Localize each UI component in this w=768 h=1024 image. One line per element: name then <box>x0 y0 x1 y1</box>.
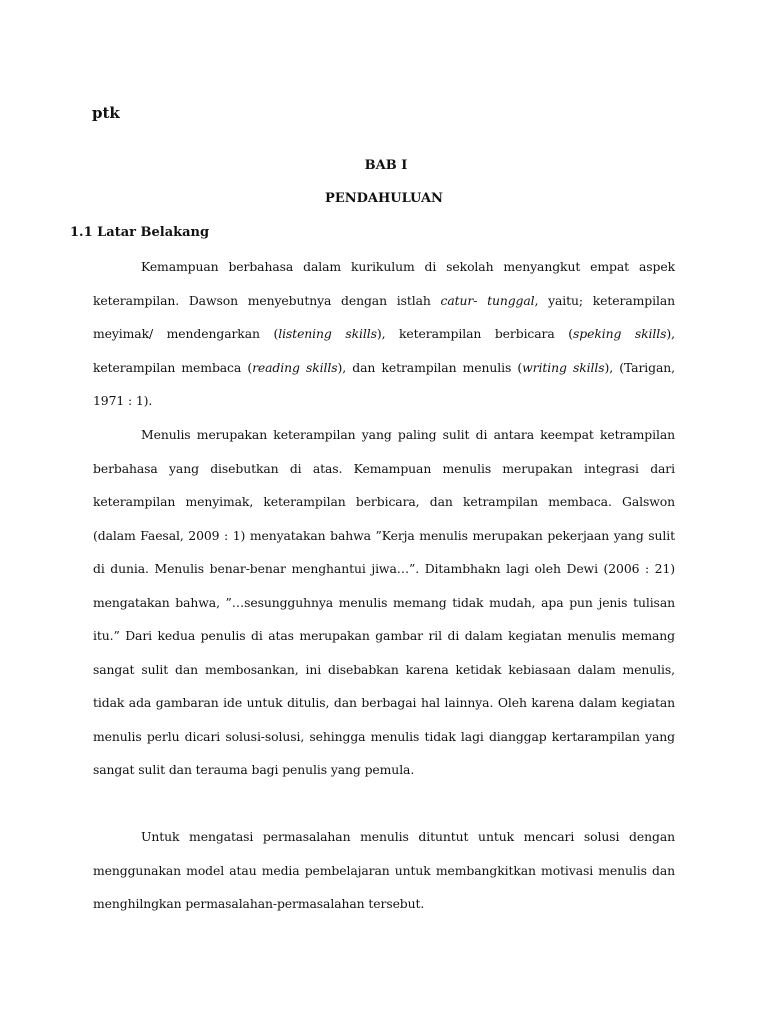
section-heading: 1.1 Latar Belakang <box>70 225 210 240</box>
italic-term: catur- tunggal <box>440 292 535 308</box>
document-label: ptk <box>92 104 120 122</box>
paragraph-1 <box>93 250 675 418</box>
paragraph-text: Kemampuan berbahasa dalam kurikulum di sekolah menyangkut empat aspek keterampilan. Dawson menyebutnya dengan istlah <box>93 259 675 308</box>
italic-term: speking skills <box>573 326 667 341</box>
paragraph-text: ), keterampilan membaca ( <box>93 326 675 375</box>
paragraph-text: ), keterampilan berbicara ( <box>376 326 573 341</box>
paragraph-text: Menulis merupakan keterampilan yang paling sulit di antara keempat ketrampilan berbahasa yang disebutkan di atas. Kemampuan menulis merupakan integrasi dari keterampilan menyimak, keterampilan berbicara, dan ketrampilan membaca. Galswon (dalam Faesal, 2009 : 1) menyatakan bahwa ”Kerja menulis merupakan pekerjaan yang sulit di dunia. Menulis benar-benar menghantui jiwa…”. Ditambhakn lagi oleh Dewi (2006 : 21) mengatakan bahwa, ”…sesungguhnya menulis memang tidak mudah, apa pun jenis tulisan itu.” Dari kedua penulis di atas merupakan gambar ril di dalam kegiatan menulis memang sangat sulit dan membosankan, ini disebabkan karena ketidak kebiasaan dalam menulis, tidak ada gambaran ide untuk ditulis, dan berbagai hal lainnya. Oleh karena dalam kegiatan menulis perlu dicari solusi-solusi, sehingga menulis tidak lagi dianggap kertarampilan yang sangat sulit dan terauma bagi penulis yang pemula. <box>93 427 675 777</box>
paragraph-text: ), dan ketrampilan menulis ( <box>337 359 523 375</box>
paragraph-3 <box>93 820 675 921</box>
paragraph-text: , yaitu; keterampilan meyimak/ mendengarkan ( <box>93 292 676 341</box>
chapter-number: BAB I <box>364 158 408 173</box>
italic-term: listening skills <box>278 326 377 341</box>
paragraph-2 <box>93 418 675 787</box>
chapter-title: PENDAHULUAN <box>325 191 443 206</box>
paragraph-text: ), (Tarigan, 1971 : 1). <box>93 359 675 408</box>
italic-term: writing skills <box>522 359 605 375</box>
italic-term: reading skills <box>252 359 338 375</box>
paragraph-text: Untuk mengatasi permasalahan menulis dituntut untuk mencari solusi dengan menggunakan model atau media pembelajaran untuk membangkitkan motivasi menulis dan menghilngkan permasalahan-permasalahan tersebut. <box>93 829 675 911</box>
